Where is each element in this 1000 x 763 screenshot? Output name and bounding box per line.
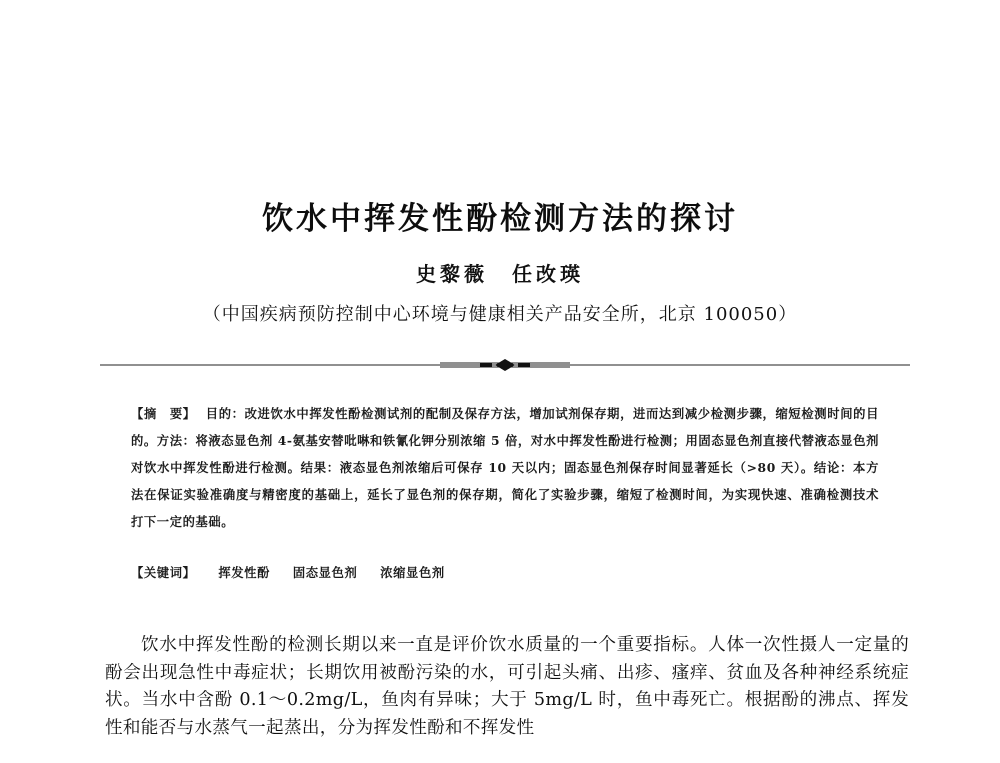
abstract-label: 【摘 要】 [131, 406, 196, 421]
paper-authors: 史黎薇 任改瑛 [416, 262, 584, 286]
paper-affiliation: （中国疾病预防控制中心环境与健康相关产品安全所，北京 100050） [202, 304, 798, 325]
body-text: 饮水中挥发性酚的检测长期以来一直是评价饮水质量的一个重要指标。人体一次性摄人一定量的酚会出现急性中毒症状；长期饮用被酚污染的水，可引起头痛、出疹、瘙痒、贫血及各种神经系统症状。当水中含酚 0.1～0.2mg/L，鱼肉有异味；大于 5mg/L 时，鱼中毒死亡。根据酚的沸点、挥发性和能否与水蒸气一起蒸出，分为挥发性酚和不挥发性 [105, 635, 909, 738]
body-paragraph [105, 632, 909, 742]
keyword-item: 挥发性酚 [218, 565, 270, 580]
keywords-block [131, 563, 879, 581]
abstract-text: 目的：改进饮水中挥发性酚检测试剂的配制及保存方法，增加试剂保存期，进而达到减少检测步骤，缩短检测时间的目的。方法：将液态显色剂 4-氨基安替吡啉和铁氰化钾分别浓缩 5 倍，对水中挥发性酚进行检测；用固态显色剂直接代替液态显色剂对饮水中挥发性酚进行检测。结果：液态显色剂浓缩后可保存 10 天以内；固态显色剂保存时间显著延长（>80 天）。结论：本方法在保证实验准确度与精密度的基础上，延长了显色剂的保存期，简化了实验步骤，缩短了检测时间，为实现快速、准确检测技术打下一定的基础。 [131, 406, 879, 529]
keywords-label: 【关键词】 [131, 565, 196, 580]
keyword-item: 固态显色剂 [292, 565, 358, 580]
paper-title: 饮水中挥发性酚检测方法的探讨 [262, 201, 738, 237]
keyword-item: 浓缩显色剂 [380, 565, 445, 580]
abstract-block [131, 400, 879, 535]
ornamental-divider [100, 358, 910, 372]
